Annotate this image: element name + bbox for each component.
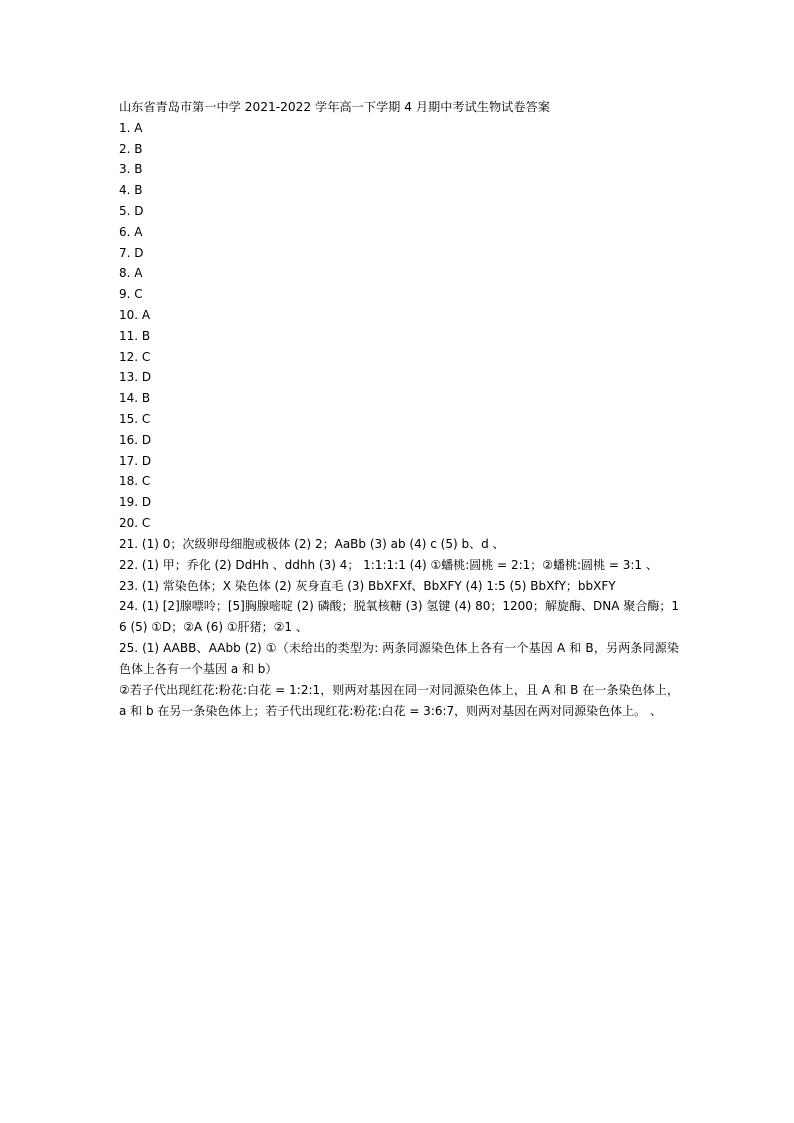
answer-item: 1. A <box>119 120 143 135</box>
answer-item: 7. D <box>119 245 144 260</box>
answer-item: 3. B <box>119 162 143 177</box>
answer-item: 10. A <box>119 307 151 322</box>
document-title: 山东省青岛市第一中学 2021-2022 学年高一下学期 4 月期中考试生物试卷答案 <box>119 100 550 114</box>
answer-22: 22. (1) 甲；乔化 (2) DdHh 、ddhh (3) 4； 1:1:1:1 (4) ①蟠桃:圆桃 = 2:1；②蟠桃:圆桃 = 3:1 、 <box>119 557 658 572</box>
answer-21: 21. (1) 0；次级卵母细胞或极体 (2) 2；AaBb (3) ab (4) c (5) b、d 、 <box>119 536 505 551</box>
answer-25-part1: 25. (1) AABB、AAbb (2) ①（未给出的类型为: 两条同源染色体上各有一个基因 A 和 B，另两条同源染色体上各有一个基因 a 和 b） <box>119 641 679 677</box>
answer-item: 18. C <box>119 474 151 489</box>
answer-item: 19. D <box>119 495 152 510</box>
answer-item: 5. D <box>119 203 144 218</box>
answer-item: 12. C <box>119 349 151 364</box>
answer-item: 9. C <box>119 287 143 302</box>
answer-sheet <box>119 97 679 722</box>
answer-item: 11. B <box>119 328 151 343</box>
answer-23: 23. (1) 常染色体；X 染色体 (2) 灰身直毛 (3) BbXFXf、BbXFY (4) 1:5 (5) BbXfY；bbXFY <box>119 578 616 593</box>
answer-item: 2. B <box>119 141 143 156</box>
answer-item: 15. C <box>119 411 151 426</box>
answer-item: 4. B <box>119 183 143 198</box>
answer-item: 6. A <box>119 224 143 239</box>
answer-item: 17. D <box>119 453 152 468</box>
answer-25-part2: ②若子代出现红花:粉花:白花 = 1:2:1，则两对基因在同一对同源染色体上，且 A 和 B 在一条染色体上，a 和 b 在另一条染色体上；若子代出现红花:粉花:白花 = 3:6:7，则两对基因在两对同源染色体上。 、 <box>119 683 679 719</box>
answer-item: 14. B <box>119 391 151 406</box>
answer-item: 20. C <box>119 515 151 530</box>
answer-item: 16. D <box>119 432 152 447</box>
answer-item: 8. A <box>119 266 143 281</box>
answer-item: 13. D <box>119 370 152 385</box>
answer-24: 24. (1) [2]腺嘌呤；[5]胸腺嘧啶 (2) 磷酸；脱氧核糖 (3) 氢键 (4) 80；1200；解旋酶、DNA 聚合酶；16 (5) ①D；②A (6) ①肝猪；②1 、 <box>119 599 679 635</box>
